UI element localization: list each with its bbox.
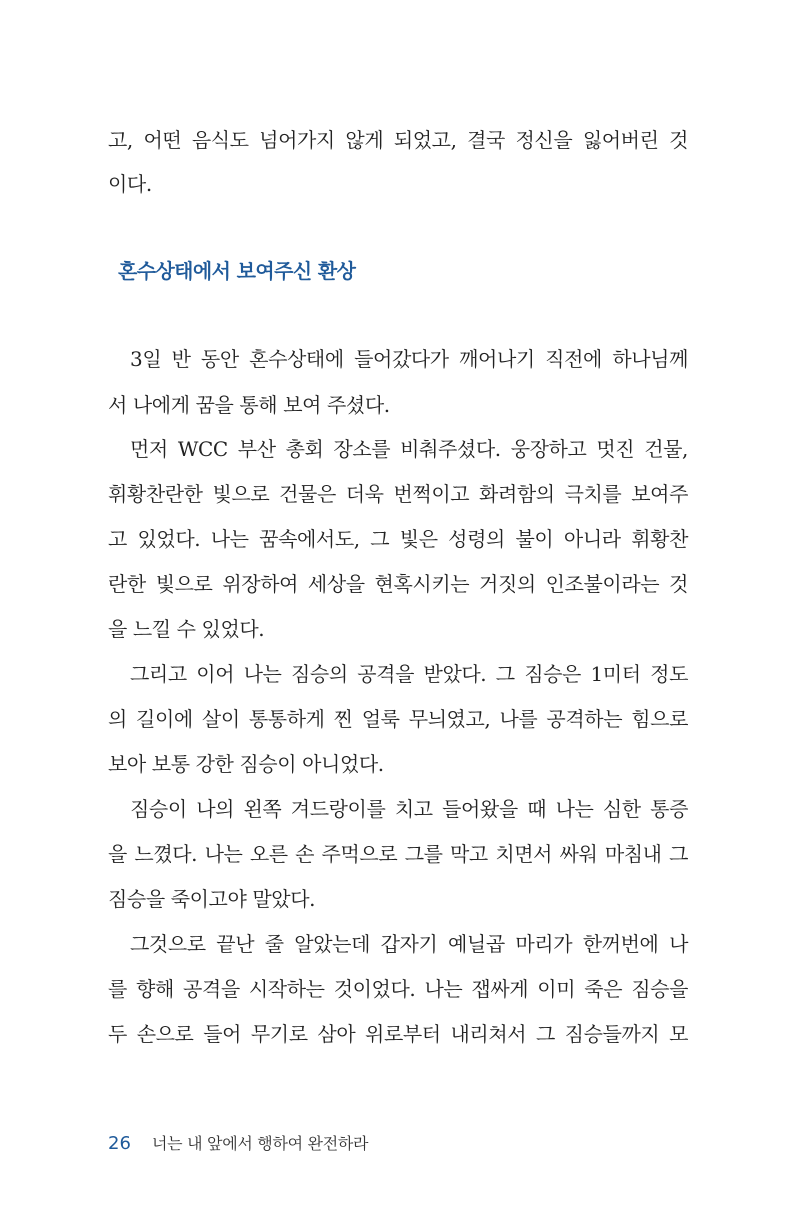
text-line: 서 나에게 꿈을 통해 보여 주셨다. [108, 393, 390, 417]
text-line: 보아 보통 강한 짐승이 아니었다. [108, 752, 384, 776]
text-line: 두 손으로 들어 무기로 삼아 위로부터 내리쳐서 그 짐승들까지 모 [108, 1022, 688, 1046]
text-line: 을 느꼈다. 나는 오른 손 주먹으로 그를 막고 치면서 싸워 마침내 그 [108, 842, 688, 866]
text-line: 고, 어떤 음식도 넘어가지 않게 되었고, 결국 정신을 잃어버린 것 [108, 128, 688, 152]
text-line: 그것으로 끝난 줄 알았는데 갑자기 예닐곱 마리가 한꺼번에 나 [130, 932, 688, 956]
book-title: 너는 내 앞에서 행하여 완전하라 [152, 1134, 369, 1153]
text-line: 짐승이 나의 왼쪽 겨드랑이를 치고 들어왔을 때 나는 심한 통증 [130, 797, 688, 821]
page-number: 26 [108, 1133, 131, 1154]
text-line: 짐승을 죽이고야 말았다. [108, 887, 316, 911]
page-footer [108, 1134, 368, 1154]
text-line: 란한 빛으로 위장하여 세상을 현혹시키는 거짓의 인조불이라는 것 [108, 572, 688, 596]
section-heading: 혼수상태에서 보여주신 환상 [118, 259, 356, 283]
text-line: 3일 반 동안 혼수상태에 들어갔다가 깨어나기 직전에 하나님께 [130, 347, 688, 371]
text-line: 를 향해 공격을 시작하는 것이었다. 나는 잽싸게 이미 죽은 짐승을 [108, 977, 688, 1001]
text-line: 먼저 WCC 부산 총회 장소를 비춰주셨다. 웅장하고 멋진 건물, [130, 437, 688, 461]
text-line: 이다. [108, 172, 152, 196]
text-line: 휘황찬란한 빛으로 건물은 더욱 번쩍이고 화려함의 극치를 보여주 [108, 482, 688, 506]
text-line: 그리고 이어 나는 짐승의 공격을 받았다. 그 짐승은 1미터 정도 [130, 662, 688, 686]
text-line: 의 길이에 살이 통통하게 찐 얼룩 무늬였고, 나를 공격하는 힘으로 [108, 707, 688, 731]
text-line: 을 느낄 수 있었다. [108, 617, 265, 641]
text-line: 고 있었다. 나는 꿈속에서도, 그 빛은 성령의 불이 아니라 휘황찬 [108, 527, 689, 551]
